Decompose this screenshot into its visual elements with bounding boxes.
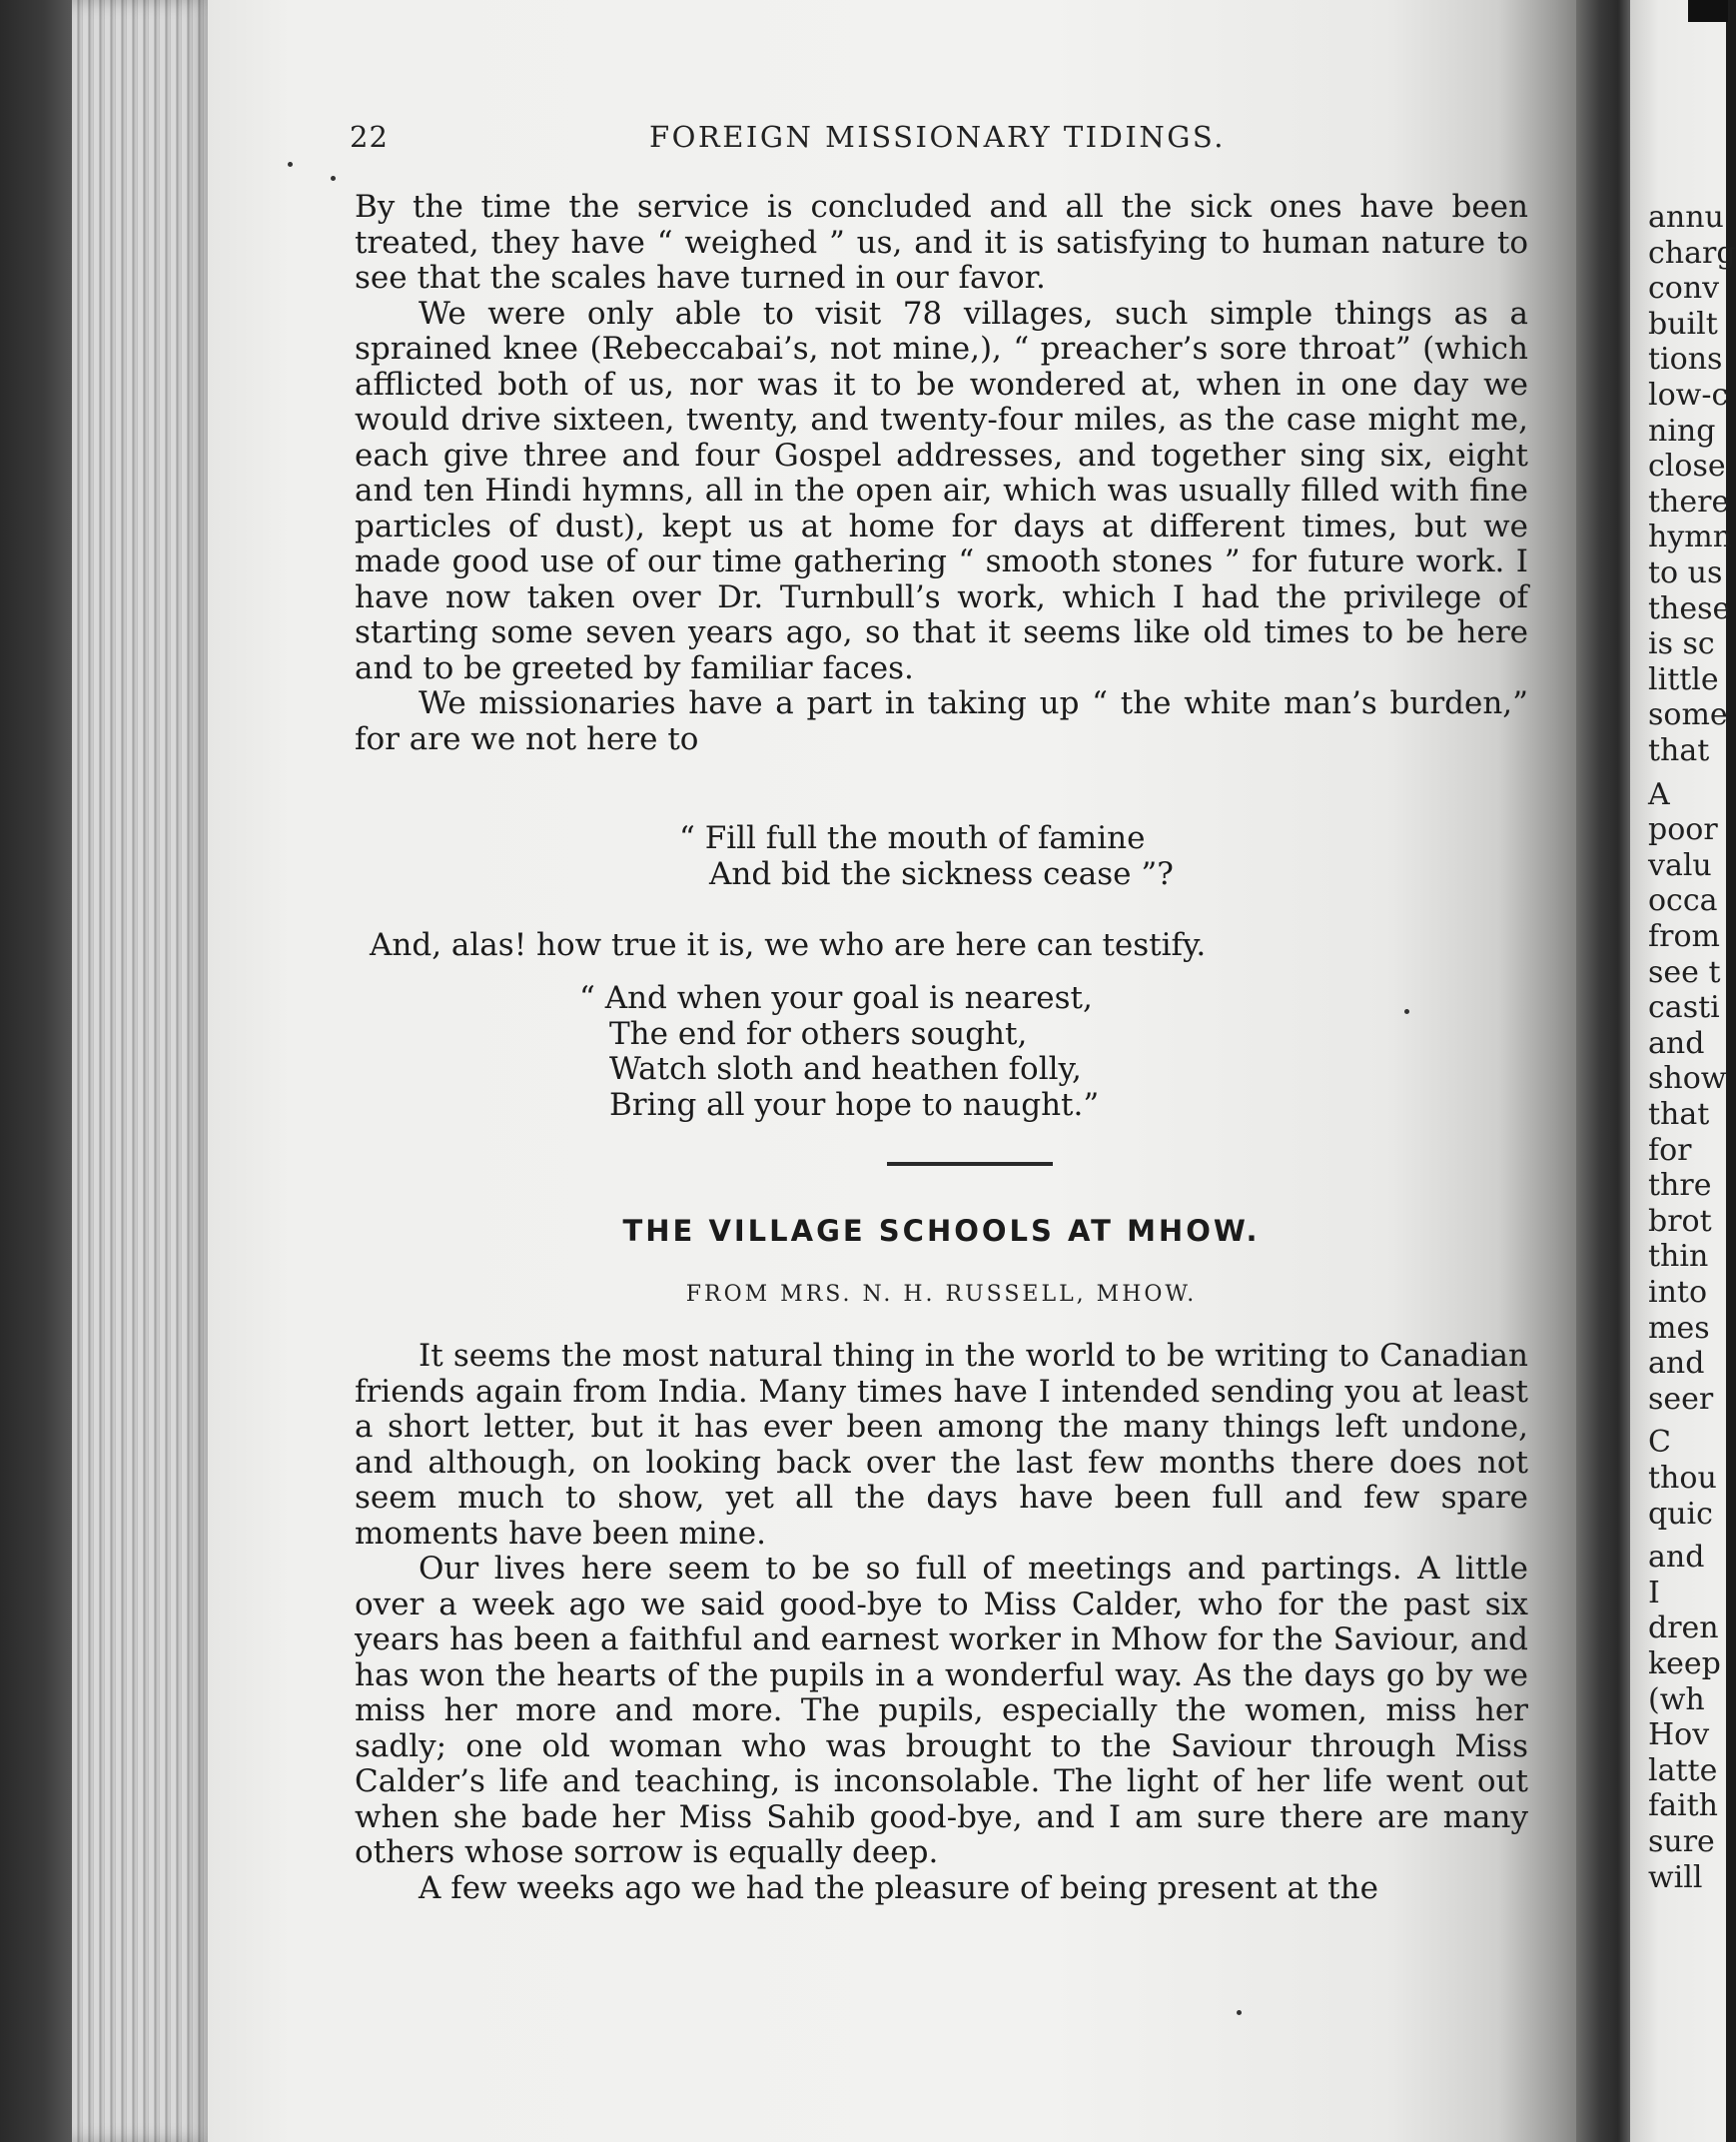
paragraph: Our lives here seem to be so full of meetings and partings. A little over a week ago we said good-bye to Miss Calder, who for the past six years has been a faithful and earnest worker in Mhow for the Saviour, and has won the hearts of the pupils in a wonderful way. As the days go by we miss her more and more. The pupils, especially the women, miss her sadly; one old woman who was brought to the Saviour through Miss Calder’s life and teaching, is inconsolable. The light of her life went out when she bade her Miss Sahib good-bye, and I am sure there are many others whose sorrow is equally deep. xyxy=(355,1551,1528,1870)
facing-page-text-fragment: little xyxy=(1648,661,1719,697)
facing-page-text-fragment: A xyxy=(1648,776,1670,812)
facing-page-text-fragment: casti xyxy=(1648,990,1720,1026)
facing-page-text-fragment: I xyxy=(1648,1575,1660,1610)
facing-page-text-fragment: into xyxy=(1648,1275,1708,1310)
facing-page-text-fragment: brot xyxy=(1648,1203,1712,1239)
facing-page-text-fragment: is sc xyxy=(1648,626,1715,662)
facing-page-text-fragment: conv xyxy=(1648,271,1720,307)
facing-page-text-fragment: C xyxy=(1648,1425,1671,1461)
facing-page-text-fragment: and xyxy=(1648,1025,1705,1061)
facing-page-text-fragment: occa xyxy=(1648,883,1718,919)
facing-page-text-fragment: poor xyxy=(1648,812,1718,848)
verse-line: And bid the sickness cease ”? xyxy=(709,855,1174,892)
section-divider xyxy=(887,1162,1053,1166)
verse-line: “ Fill full the mouth of famine xyxy=(679,820,1146,856)
facing-page-text-fragment: (wh xyxy=(1648,1681,1705,1717)
facing-page-text-fragment: there xyxy=(1648,484,1730,520)
facing-page-text-fragment: built xyxy=(1648,306,1718,342)
facing-page-text-fragment: dren xyxy=(1648,1610,1719,1646)
facing-page-text-fragment: these xyxy=(1648,590,1731,626)
page-number: 22 xyxy=(350,120,389,154)
verse-quote xyxy=(679,821,1174,892)
facing-page-text-fragment: will xyxy=(1648,1859,1703,1895)
running-head xyxy=(350,120,1568,160)
facing-page-text-fragment: close xyxy=(1648,449,1726,485)
facing-page-text-fragment: to us xyxy=(1648,555,1723,590)
facing-page-text-fragment: thre xyxy=(1648,1168,1712,1204)
article-byline: FROM MRS. N. H. RUSSELL, MHOW. xyxy=(685,1282,1198,1307)
facing-page-text-fragment: and xyxy=(1648,1540,1705,1576)
facing-page-text-fragment: tions xyxy=(1648,342,1723,378)
speck xyxy=(331,176,336,181)
paragraph: By the time the service is concluded and all the sick ones have been treated, they have “ weighed ” us, and it is satisfying to human nature to see that the scales have turned in our favor. xyxy=(355,189,1528,296)
book-cover-edge xyxy=(0,0,72,2142)
paragraph: A few weeks ago we had the pleasure of being present at the xyxy=(419,1869,1378,1906)
facing-page-shadow xyxy=(1688,0,1728,22)
facing-page-text-fragment: seer xyxy=(1648,1381,1714,1417)
facing-page-text-fragment: that xyxy=(1648,1097,1710,1132)
facing-page-text-fragment: some xyxy=(1648,697,1728,733)
paragraph: We missionaries have a part in taking up “ the white man’s burden,” for are we not here to xyxy=(355,685,1528,757)
facing-page-text-fragment: see t xyxy=(1648,954,1721,990)
facing-page xyxy=(1630,0,1736,2142)
verse-quote xyxy=(579,981,1099,1123)
verse-line: Bring all your hope to naught.” xyxy=(609,1086,1100,1123)
facing-page-text-fragment: valu xyxy=(1648,847,1712,883)
speck xyxy=(1404,1009,1409,1014)
speck xyxy=(288,162,293,167)
paragraph: It seems the most natural thing in the world to be writing to Canadian friends again from India. Many times have I intended sending you at least a short letter, but it has ever been among the many things left undone, and although, on looking back over the last few months there does not seem much to show, yet all the days have been full and few spare moments have been mine. xyxy=(355,1338,1528,1552)
facing-page-text-fragment: latte xyxy=(1648,1752,1718,1788)
paragraph: And, alas! how true it is, we who are here can testify. xyxy=(370,927,1207,963)
facing-page-text-fragment: low-c xyxy=(1648,378,1729,413)
facing-page-text-fragment: from xyxy=(1648,919,1720,954)
verse-line: Watch sloth and heathen folly, xyxy=(609,1051,1082,1087)
facing-page-text-fragment: thou xyxy=(1648,1461,1717,1496)
facing-page-text-fragment: thin xyxy=(1648,1239,1709,1275)
speck xyxy=(1237,2010,1242,2015)
verse-line: “ And when your goal is nearest, xyxy=(579,980,1093,1016)
article-body xyxy=(355,1339,1528,1906)
article-title: THE VILLAGE SCHOOLS AT MHOW. xyxy=(622,1214,1261,1248)
paragraph: We were only able to visit 78 villages, such simple things as a sprained knee (Rebeccabai’s, not mine,), “ preacher’s sore throat” (which afflicted both of us, nor was it to be wondered at, when in one day we would drive sixteen, twenty, and twenty-four miles, as the case might me, each give three and four Gospel addresses, and together sing six, eight and ten Hindi hymns, all in the open air, which was usually filled with fine particles of dust), kept us at home for days at different times, but we made good use of our time gathering “ smooth stones ” for future work. I have now taken over Dr. Turnbull’s work, which I had the privilege of starting some seven years ago, so that it seems like old times to be here and to be greeted by familiar faces. xyxy=(355,295,1528,686)
facing-page-text-fragment: faith xyxy=(1648,1788,1718,1824)
facing-page-text-fragment: for xyxy=(1648,1132,1692,1168)
book-gutter xyxy=(1576,0,1636,2142)
facing-page-text-fragment: quic xyxy=(1648,1496,1713,1532)
facing-page-text-fragment: that xyxy=(1648,733,1710,768)
facing-page-text-fragment: keep xyxy=(1648,1646,1721,1681)
facing-page-text-fragment: hymn xyxy=(1648,520,1733,555)
facing-page-text-fragment: mes xyxy=(1648,1310,1710,1346)
verse-line: The end for others sought, xyxy=(609,1015,1028,1052)
facing-page-text-fragment: sure xyxy=(1648,1824,1715,1859)
facing-page-text-fragment: ning xyxy=(1648,413,1716,449)
facing-page-text-fragment: Hov xyxy=(1648,1717,1710,1753)
facing-page-text-fragment: annu xyxy=(1648,200,1724,235)
facing-page-text-fragment: charg xyxy=(1648,235,1736,271)
facing-page-text-fragment: show xyxy=(1648,1061,1727,1097)
facing-page-text-fragment: and xyxy=(1648,1346,1705,1382)
page-stack-edges xyxy=(72,0,212,2142)
journal-title: FOREIGN MISSIONARY TIDINGS. xyxy=(649,120,1226,154)
article-continuation xyxy=(355,190,1528,757)
